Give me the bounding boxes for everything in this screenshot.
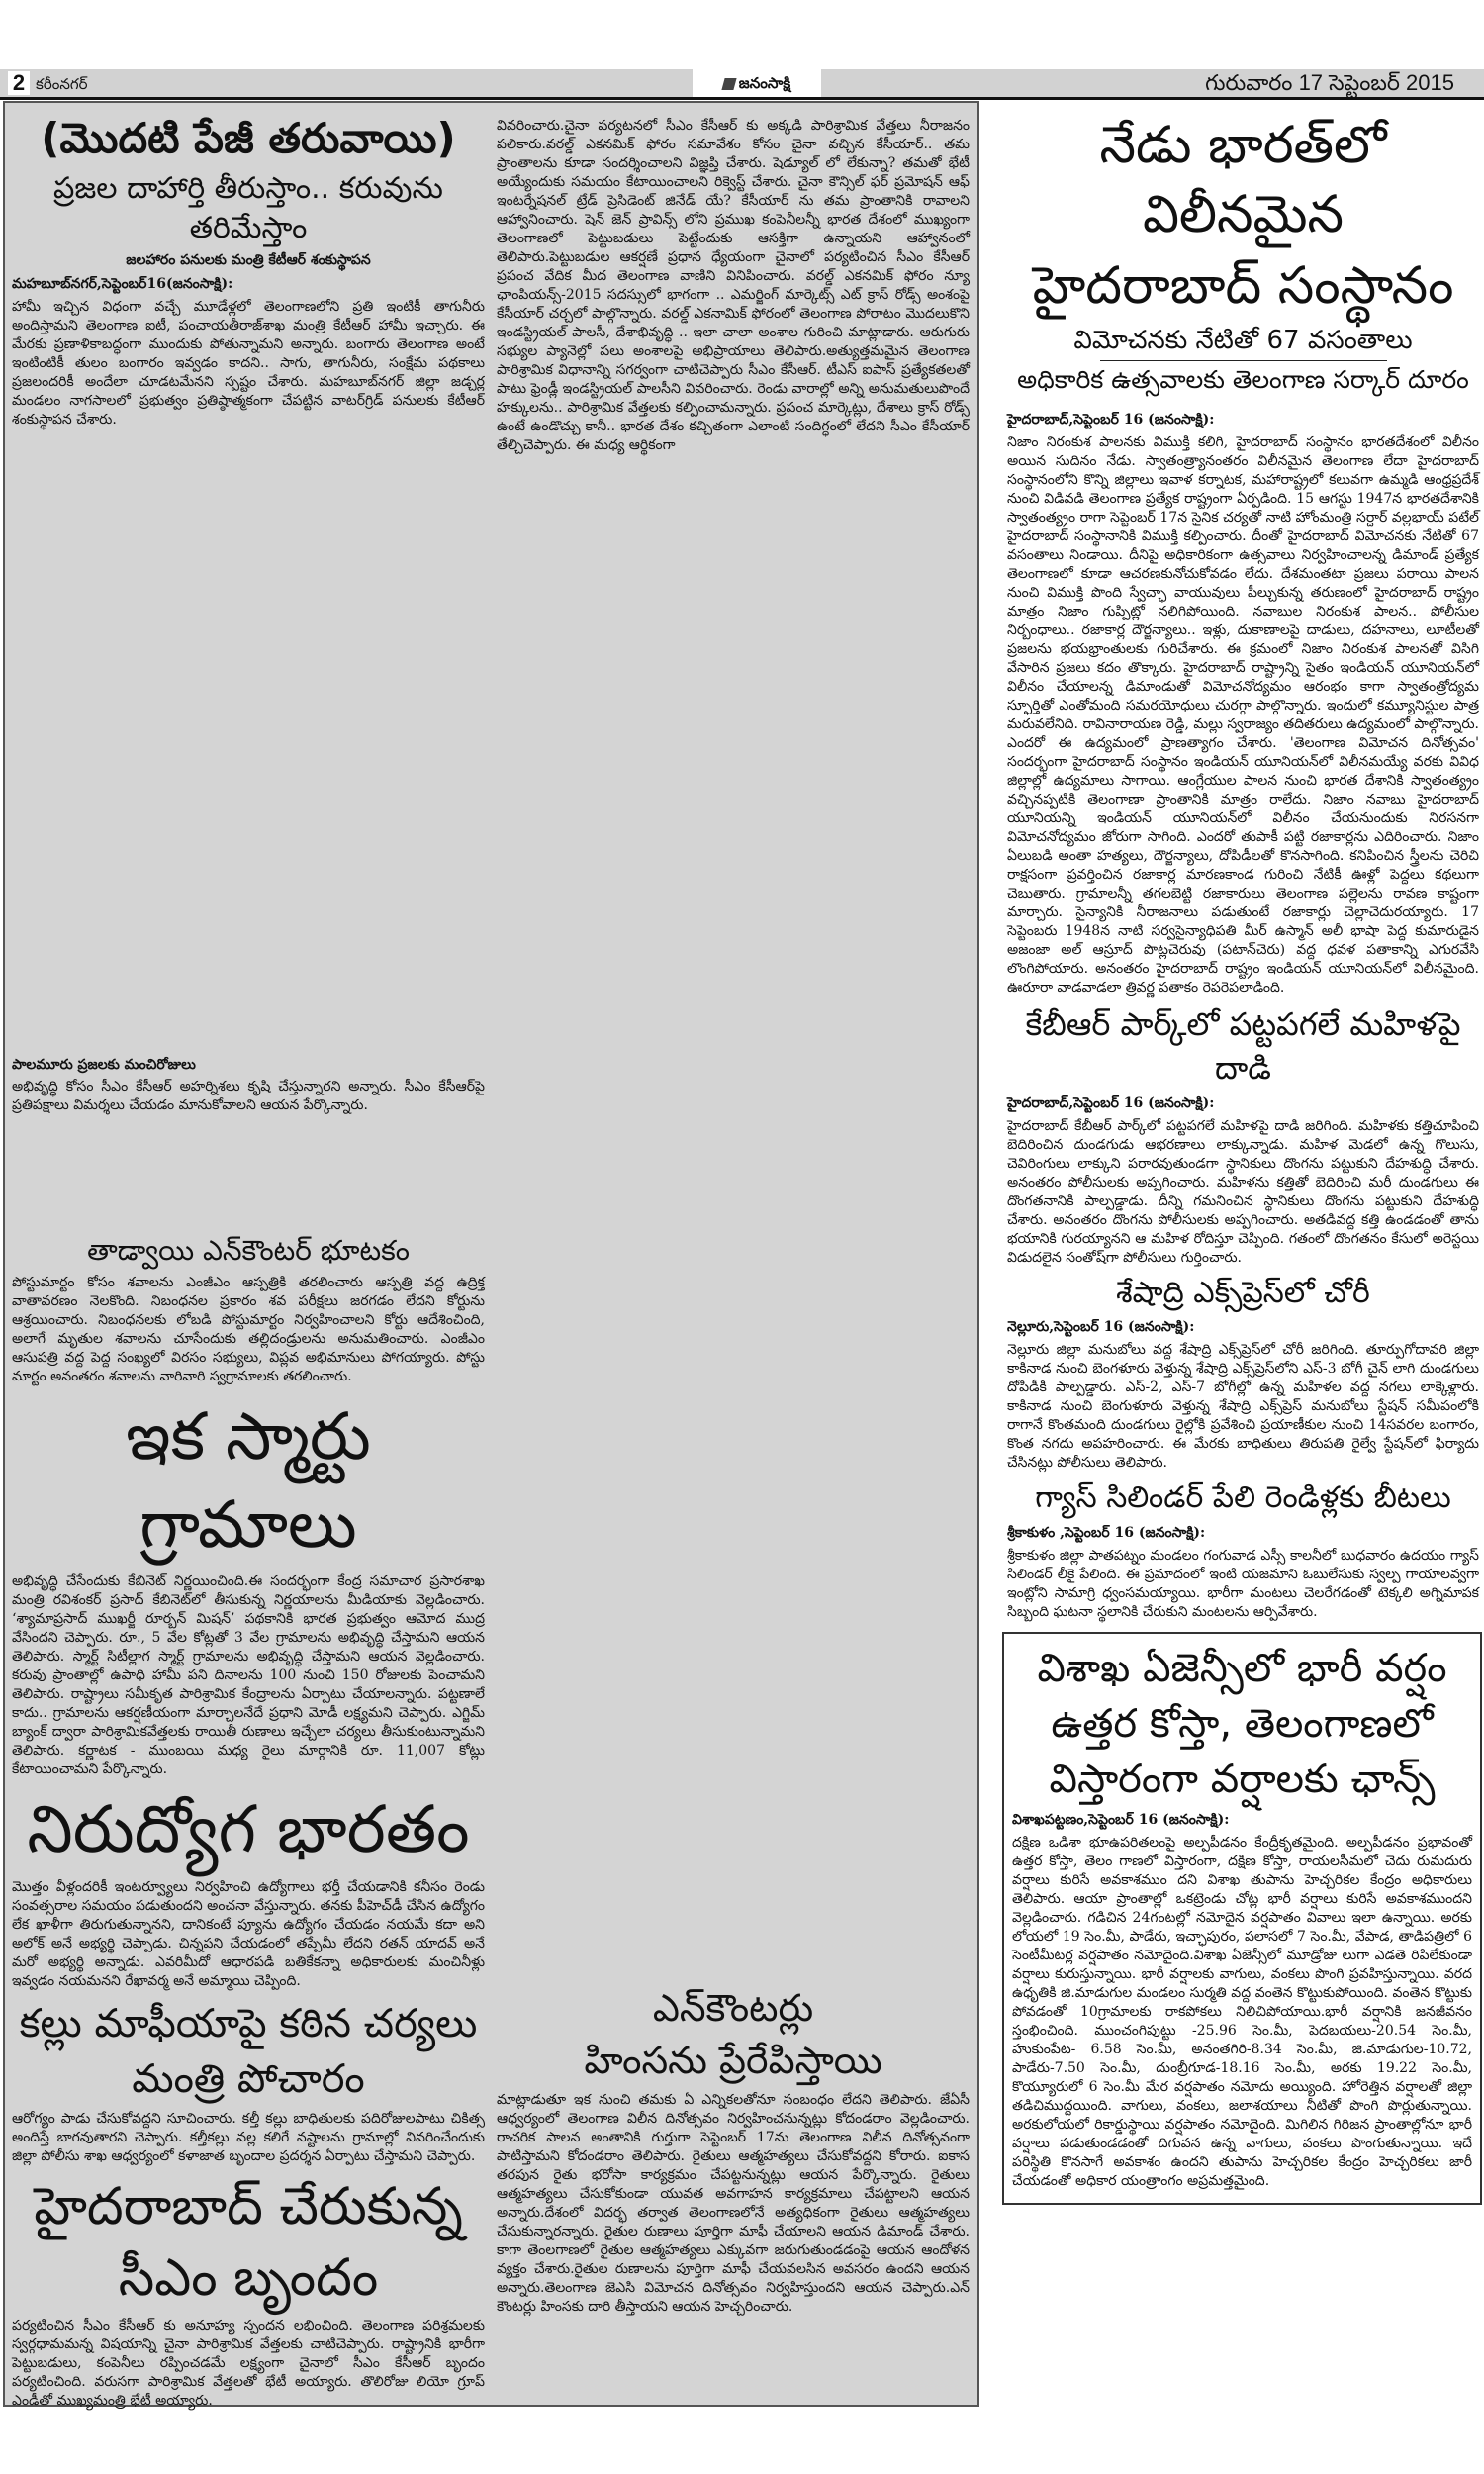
right-column — [1007, 109, 1479, 2205]
article-body: మాట్లాడుతూ ఇక నుంచి తమకు ఏ ఎన్నికలతోనూ సంబంధం లేదని తెలిపారు. జేఏసీ ఆధ్వర్యంలో తెలంగాణ విలీన దినోత్సవం నిర్వహించనున్నట్లు కోదండరాం వెల్లడించారు. రాచరిక పాలన అంతానికి గుర్తుగా సెప్టెంబర్ 17ను తెలంగాణ విలీన దినోత్సవంగా పాటిస్తామని కోదండరాం తెలిపారు. రైతులు ఆత్మహత్యలు చేసుకోవద్దని కోరారు. ఐకాస తరపున రైతు భరోసా కార్యక్రమం చేపట్టనున్నట్లు ఆయన పేర్కొన్నారు. రైతులు ఆత్మహత్యలు చేసుకోకుండా యువత అవగాహన కార్యక్రమాలు చేపట్టాలని ఆయన అన్నారు.దేశంలో విదర్భ తర్వాత తెలంగాణలోనే అత్యధికంగా రైతులు ఆత్మహత్యలు చేసుకున్నారన్నారు. రైతుల రుణాలు పూర్తిగా మాఫీ చేయాలని ఆయన డిమాండ్ చేశారు. కాగా తెంలగాణలో రైతుల ఆత్మహత్యలు ఎక్కువగా జరుగుతుండడంపై ఆయన ఆందోళన వ్యక్తం చేశారు.రైతుల రుణాలను పూర్తిగా మాఫీ చేయవలసిన అవసరం ఉందని ఆయన అన్నారు.తెలంగాణ జెఎసి విమోచన దినోత్సవం నిర్వహిస్తుందని ఆయన చెప్పారు.ఎన్ కౌంటర్లు హింసకు దారి తీస్తాయని ఆయన హెచ్చరించారు. — [497, 2091, 970, 2315]
rain-article-box — [1002, 1632, 1482, 2205]
dateline: మహబూబ్‌నగర్,సెప్టెంబర్16(జనంసాక్షి): — [12, 275, 233, 292]
headline-kallu-minister: మంత్రి పోచారం — [132, 2055, 365, 2102]
logo-mark-icon — [721, 78, 736, 90]
headline-kbr-park: కేబీఆర్ పార్క్‌లో పట్టపగలే మహిళపై దాడి — [1025, 1005, 1461, 1087]
article-body: ఆరోగ్యం పాడు చేసుకోవద్దని సూచించారు. కల్తీ కల్లు బాధితులకు పదిరోజులపాటు చికిత్స అందిస్తే బాగవుతారని చెప్పారు. కల్తీకల్లు వల్ల కలిగే నష్టాలను గ్రామాల్లో వివరించేందుకు జిల్లా పోలీసు శాఖ ఆధ్వర్యంలో కళాజాత బృందాల ప్రదర్శన ఏర్పాటు చేస్తామని చెప్పారు. — [12, 2110, 485, 2164]
headline-rain: విశాఖ ఏజెన్సీలో భారీ వర్షం — [1037, 1645, 1447, 1691]
headline-rain-line2: ఉత్తర కోస్తా, తెలంగాణలో — [1051, 1700, 1434, 1747]
subheadline-water: జలహారం పనులకు మంత్రి కేటీఆర్ శంకుస్థాపన — [126, 251, 371, 268]
headline-seshadri: శేషాద్రి ఎక్స్‌ప్రెస్‌లో చోరీ — [1116, 1275, 1370, 1310]
headline-encounters-line2: హింసను ప్రేరేపిస్తాయి — [584, 2039, 882, 2083]
article-body: హైదరాబాద్ కేబీఆర్ పార్క్‌లో పట్టపగలే మహిళపై దాడి జరిగింది. మహిళకు కత్తిచూపించి బెదిరించిన దుండగుడు ఆభరణాలు లాక్కున్నాడు. మహిళ మెడలో ఉన్న గొలుసు, చెవిరింగులు లాక్కుని పరారవుతుండగా స్థానికులు దొంగను పట్టుకుని దేహశుద్ధి చేశారు. అనంతరం పోలీసులకు అప్పగించారు. మహిళను కత్తితో బెదిరించి మరీ దుండగులు ఈ దొంగతనానికి పాల్పడ్డాడు. దీన్ని గమనించిన స్థానికులు దొంగను పట్టుకుని దేహశుద్ధి చేశారు. అనంతరం దొంగను పోలీసులకు అప్పగించారు. అతడివద్ద కత్తి ఉండడంతో తాను భయానికి గురయ్యానని ఆ మహిళ రోదిస్తూ చెప్పింది. గతంలో దొంగతనం కేసులో అరెస్టయి విడుదలైన సంతోష్‌గా పోలీసులు గుర్తించారు. — [1007, 1117, 1479, 1266]
dateline: నెల్లూరు,సెప్టెంబర్ 16 (జనంసాక్షి): — [1007, 1319, 1195, 1336]
article-body: శ్రీకాకుళం జిల్లా పాతపట్నం మండలం గంగువాడ ఎస్సీ కాలనీలో బుధవారం ఉదయం గ్యాస్ సిలిండర్ లీకై పేలింది. ఈ ప్రమాదంలో ఇంటి యజమాని ఓబులేసుకు స్వల్ప గాయాలవ్వగా ఇంట్లోని సామాగ్రి ధ్వంసమయ్యాయి. భారీగా మంటలు చెలరేగడంతో టెక్కలి అగ్నిమాపక సిబ్బంది ఘటనా స్థలానికి చేరుకుని మంటలను ఆర్పివేశారు. — [1007, 1547, 1479, 1620]
headline-cm-team: హైదరాబాద్ చేరుకున్న — [34, 2176, 463, 2236]
article-body: దక్షిణ ఒడిశా భూఉపరితలంపై అల్పపీడనం కేంద్రీకృతమైంది. అల్పపీడనం ప్రభావంతో ఉత్తర కోస్తా, తెలం గాణలో విస్తారంగా, దక్షిణ కోస్తా, రాయలసీమలో చెదు రుమదురు వర్షాలు కురిసే అవకాశముం దని విశాఖ తుపాను హెచ్చరికల కేంద్రం అధికారులు తెలిపారు. ఆయా ప్రాంతాల్లో ఒకట్రెండు చోట్ల భారీ వర్షాలు కురిసే అవకాశముందని వెల్లడించారు. గడిచిన 24గంటల్లో నమోదైన వర్షపాతం వివాలు ఇలా ఉన్నాయి. అరకు లోయలో 19 సెం.మీ, పాడేరు, ఇచ్ఛాపురం, పలాసలో 7 సెం.మీ, వేపాడ, తాడిపత్రిలో 6 సెంటీమీటర్ల వర్షపాతం నమోదైంది.విశాఖ ఏజెన్సీలో మూడ్రోజు లుగా ఎడతె రిపిలేకుండా వర్షాలు కురుస్తున్నాయి. భారీ వర్షాలకు వాగులు, వంకలు పొంగి ప్రవహిస్తున్నాయి. వరద ఉధృతికి జి.మాడుగుల మండలం సుర్మతి వద్ద వంతెన కొట్టుకుపోయింది. వంతెన కొట్టుకు పోవడంతో 10గ్రామాలకు రాకపోకలు నిలిచిపోయాయి.భారీ వర్షానికి జనజీవనం స్తంభించింది. ముంచంగిపుట్టు -25.96 సెం.మీ, పెదబయలు-20.54 సెం.మీ, హుకుంపేట- 6.58 సెం.మీ, అనంతగిరి-8.34 సెం.మీ, జి.మాడుగుల-10.72, పాడేరు-7.50 సెం.మీ, దుంబ్రీగూడ-18.16 సెం.మీ, అరకు 19.22 సెం.మీ, కొయ్యూరులో 6 సెం.మీ మేర వర్షపాతం నమోదు అయ్యింది. హోరెత్తిన వర్షాలతో జిల్లా తడిచిముద్దయింది. వాగులు, వంకలు, జలాశయాలు నీటితో పొంగి పొర్లుతున్నాయి. అరకులోయలో రికార్డుస్థాయి వర్షపాతం నమోదైంది. మిగిలిన గిరిజన ప్రాంతాల్లోనూ భారీ వర్షాలు పడుతుండడంతో దిగువన ఉన్న వాగులు, వంకలు పొంగుతున్నాయి. ఇదే పరిస్థితి కొనసాగే అవకాశం ఉందని తుపాను హెచ్చరికల కేంద్రం హెచ్చరికలు జారీ చేయడంతో అధికార యంత్రాంగం అప్రమత్తమైంది. — [1012, 1834, 1472, 2189]
headline-kallu: కల్లు మాఫీయాపై కఠిన చర్యలు — [19, 2000, 478, 2046]
headline-unemployment: నిరుద్యోగ భారతం — [27, 1791, 470, 1868]
article-body: నిజాం నిరంకుశ పాలనకు విముక్తి కలిగి, హైదరాబాద్ సంస్థానం భారతదేశంలో విలీనం అయిన సుదినం నేడు. స్వాతంత్ర్యానంతరం విలీనమైన తెలంగాణ లేదా హైదరాబాద్ సంస్థానంలోని కొన్ని జిల్లాలు ఇవాళ కర్నాటక, మహారాష్ట్రలో కలువగా ఉమ్మడి ఆంధ్రప్రదేశ్ నుంచి విడివడి తెలంగాణ ప్రత్యేక రాష్ట్రంగా ఏర్పడింది. 15 ఆగస్టు 1947న భారతదేశానికి స్వాతంత్య్రం రాగా సెప్టెంబర్ 17న సైనిక చర్యతో నాటి హోంమంత్రి సర్దార్ వల్లభాయ్ పటేల్ హైదరాబాద్ సంస్థానానికి విముక్తి కల్పించారు. దీంతో హైదరాబాద్ విమోచనకు నేటితో 67 వసంతాలు నిండాయి. దీనిపై అధికారికంగా ఉత్సవాలు నిర్వహించాలన్న డిమాండ్ ప్రత్యేక తెలంగాణలో కూడా ఆచరణకునోచుకోవడం లేదు. దేశమంతటా ప్రజలు పరాయి పాలన నుంచి విముక్తి పొంది స్వేచ్ఛా వాయువులు పీల్చుకున్న తరుణంలో హైదరాబాద్ రాష్ట్రం మాత్రం నిజాం గుప్పిట్లో నలిగిపోయింది. నవాబుల నిరంకుశ పాలన.. పోలీసుల నిర్బంధాలు.. రజాకార్ల దౌర్జన్యాలు.. ఇళ్లు, దుకాణాలపై దాడులు, దహనాలు, లూటీలతో ప్రజలను భయభ్రాంతులకు గురిచేశారు. ఈ క్రమంలో నిజాం నిరంకుశ పాలనతో విసిగి వేసారిన ప్రజలు కదం తొక్కారు. హైదరాబాద్ రాష్ట్రాన్ని సైతం ఇండియన్ యూనియన్‌లో విలీనం చేయాలన్న డిమాండుతో విమోచనోద్యమం ఆరంభం కాగా స్వాతంత్రోద్యమ స్ఫూర్తితో ఎంతోమంది సమరయోధులు చురగ్గా పాల్గొన్నారు. ఇందులో కమ్యూనిస్టుల పాత్ర మరువలేనిది. రావినారాయణ రెడ్డి, మల్లు స్వరాజ్యం తదితరులు ఉద్యమంలో పాల్గొన్నారు. ఎందరో ఈ ఉద్యమంలో ప్రాణత్యాగం చేశారు. 'తెలంగాణ విమోచన దినోత్సవం' సందర్భంగా హైదరాబాద్ సంస్థానం ఇండియన్ యూనియన్‌లో విలీనమయ్యే వరకు వివిధ జిల్లాల్లో ఉద్యమాలు సాగాయి. ఆంగ్లేయుల పాలన నుంచి భారత దేశానికి స్వాతంత్య్రం వచ్చినప్పటికి తెలంగాణా ప్రాంతానికి మాత్రం రాలేదు. నిజాం నవాబు హైదరాబాద్ యూనియన్ని ఇండియన్ యూనియన్‌లో విలీనం చేయనుందుకు నిరసనగా విమోచనోద్యమం జోరుగా సాగింది. ఎందరో తుపాకీ పట్టి రజాకార్లను ఎదిరించారు. నిజాం ఏలుబడి అంతా హత్యలు, దౌర్జన్యాలు, దోపిడీలతో కొనసాగింది. కనిపించిన స్త్రీలను చెరిచి రాక్షసంగా ప్రవర్తించిన రజాకార్ల మారణకాండ గురించి నేటికీ ఊళ్లో పెద్దలు కథలుగా చెబుతారు. గ్రామాలన్నీ తగలబెట్టి రజాకారులు తెలంగాణ పల్లెలను రావణ కాష్టంగా మార్చారు. సైన్యానికి నీరాజనాలు పడుతుంటే రజాకార్లు చెల్లాచెదురయ్యారు. 17 సెప్టెంబరు 1948న నాటి సర్వసైన్యాధిపతి మీర్ ఉస్మాన్ అలీ భాషా పెద్ద కుమారుడైన అజంజా అల్ ఆస్రూద్ పొట్లచెరువు (పటాన్‌చెరు) వద్ద ధవళ పతాకాన్ని ఎగురవేసి లొంగిపోయారు. అనంతరం హైదరాబాద్ రాష్ట్రం ఇండియన్ యూనియన్‌లో విలీనమైంది. ఊరూరా వాడవాడలా త్రివర్ణ పతాకం రెపరెపలాడింది. — [1007, 434, 1479, 997]
dateline: శ్రీకాకుళం ,సెప్టెంబర్ 16 (జనంసాక్షి): — [1007, 1524, 1206, 1541]
article-body — [12, 298, 485, 1050]
dateline: హైదరాబాద్,సెప్టెంబర్ 16 (జనంసాక్షి): — [1007, 412, 1215, 428]
page-number: 2 — [8, 71, 30, 95]
article-body: వివరించారు.చైనా పర్యటనలో సీఎం కేసీఆర్ కు అక్కడి పారిశ్రామిక వేత్తలు నీరాజనం పలికారు.వరల్డ్ ఎకనమిక్ ఫోరం సమావేశం కోసం చైనా వచ్చిన కేసీయార్.. తమ ప్రాంతాలను కూడా సందర్శించాలని విజ్ఞప్తి చేశారు. షెడ్యూల్ లో లేకున్నా? తమతో భేటీ అయ్యేందుకు సమయం కేటాయించాలని రిక్వెస్ట్ చేశారు. చైనా కౌన్సిల్ ఫర్ ప్రమోషన్ ఆఫ్ ఇంటర్నేషనల్ ట్రేడ్ ప్రెసిడెంట్ జినేడ్ యే? కేసీయార్ ను తమ ప్రాంతానికి రావాలని ఆహ్వానించారు. షెన్ జెన్ ప్రావిన్స్ లోని ప్రముఖ కంపెనీలన్నీ భారత దేశంలో ముఖ్యంగా తెలంగాణలో పెట్టుబడులు పెట్టేందుకు ఆసక్తిగా ఉన్నాయని ఆహ్వానంలో తెలిపారు.పెట్టుబడుల ఆకర్షణే ప్రధాన ధ్యేయంగా చైనాలో పర్యటించిన సీఎం కేసీఆర్ ప్రపంచ వేదిక మీద తెలంగాణ వాణిని వినిపించారు. వరల్డ్ ఎకనమిక్ ఫోరం న్యూ ఛాంపియన్స్-2015 సదస్సులో భాగంగా .. ఎమర్జింగ్ మార్కెట్స్ ఎట్ క్రాస్ రోడ్స్ అంశంపై కేసీయార్ చర్చలో పాల్గొన్నారు. వరల్డ్ ఎకనామిక్ ఫోరంలో తెలంగాణ పోరాటం మొదలుకొని ఇండస్ట్రియల్ పాలసీ, దేశాభివృద్ధి .. ఇలా చాలా అంశాల గురించి మాట్లాడారు. ఆరుగురు సభ్యుల ప్యానెల్లో పలు అంశాలపై అభిప్రాయాలు తెలిపారు.అత్యుత్తమమైన తెలంగాణ పారిశ్రామిక విధానాన్ని సగర్వంగా చాటిచెప్పారు సీఎం కేసీఆర్. టీఎస్ ఐపాస్ ప్రత్యేకతలతో పాటు ఫ్రెండ్లీ ఇండస్ట్రియల్ పాలసీని వివరించారు. రెండు వారాల్లో అన్ని అనుమతులుపొందే హక్కులను.. పారిశ్రామిక వేత్తలకు కల్పించామన్నారు. ప్రపంచ మార్కెట్లు, దేశాలు క్రాస్ రోడ్స్ ఉంటే ఉండొచ్చు కానీ.. భారత దేశం కచ్చితంగా ఎలాంటి సందిగ్ధంలో లేదని సీఎం కేసీయార్ తేల్చిచెప్పారు. ఈ మధ్య ఆర్థికంగా — [497, 118, 970, 453]
lead-headline-line2: హైదరాబాద్ సంస్థానం — [1032, 256, 1454, 317]
middle-column — [497, 109, 970, 2323]
dateline: విశాఖపట్టణం,సెప్టెంబర్ 16 (జనంసాక్షి): — [1012, 1811, 1230, 1828]
logo-text: జనంసాక్షి — [738, 74, 791, 92]
lead-subheadline-2: అధికారిక ఉత్సవాలకు తెలంగాణ సర్కార్ దూరం — [1017, 364, 1469, 394]
paragraph: అభివృద్ధి కోసం సీఎం కేసీఆర్ అహర్నిశలు కృషి చేస్తున్నారని అన్నారు. సీఎం కేసీఆర్‌పై ప్రతిపక్షాలు విమర్శలు చేయడం మానుకోవాలని ఆయన పేర్కొన్నారు. — [12, 1079, 485, 1114]
paragraph: హామీ ఇచ్చిన విధంగా వచ్చే మూడేళ్లలో తెలంగాణలోని ప్రతి ఇంటికీ తాగునీరు అందిస్తామని తెలంగాణ ఐటీ, పంచాయతీరాజ్‌శాఖ మంత్రి కేటీఆర్ హామీ ఇచ్చారు. ఈ మేరకు ప్రణాళికాబద్ధంగా ముందుకు పోతున్నామని అన్నారు. బంగారు తెలంగాణ అంటే ఇంటింటికీ తులం బంగారం ఇవ్వడం కాదని.. సాగు, తాగునీరు, సంక్షేమ పథకాలు ప్రజలందరికీ అందేలా చూడటమేనని స్పష్టం చేశారు. మహబూబ్‌నగర్ జిల్లా జడ్చర్ల మండలం నాగసాలలో ప్రభుత్వం ప్రతిష్ఠాత్మకంగా చేపట్టిన వాటర్‌గ్రిడ్ పనులకు కేటీఆర్ శంకుస్థాపన చేశారు. — [12, 298, 485, 428]
article-body — [12, 1078, 485, 1226]
article-body: నెల్లూరు జిల్లా మనుబోలు వద్ద శేషాద్రి ఎక్స్‌ప్రెస్‌లో చోరీ జరిగింది. తూర్పుగోదావరి జిల్లా కాకినాడ నుంచి బెంగళూరు వెళ్తున్న శేషాద్రి ఎక్స్‌ప్రెస్‌లోని ఎస్-3 బోగీ చైన్ లాగి దుండగులు దోపిడీకి పాల్పడ్డారు. ఎస్-2, ఎస్-7 బోగీల్లో ఉన్న మహిళల వద్ద నగలు లాక్కెళ్లారు. కాకినాడ నుంచి బెంగుళూరు వెళ్తున్న శేషాద్రి ఎక్స్‌ప్రెస్ మనుబోలు స్టేషన్ సమీపంలోకి రాగానే కొంతమంది దుండగులు రైల్లోకి ప్రవేశించి ప్రయాణీకుల నుంచి 14సవరల బంగారం, కొంత నగదు అపహరించారు. ఈ మేరకు బాధితులు తిరుపతి రైల్వే స్టేషన్‌లో ఫిర్యాదు చేసినట్లు పోలీసులు తెలిపారు. — [1007, 1342, 1479, 1472]
headline-smart-villages: ఇక స్మార్టు గ్రామాలు — [126, 1398, 371, 1564]
section-name: కరీంనగర్ — [36, 75, 88, 93]
dateline: హైదరాబాద్,సెప్టెంబర్ 16 (జనంసాక్షి): — [1007, 1094, 1215, 1111]
headline-tadvai: తాడ్వాయి ఎన్‌కౌంటర్ భూటకం — [87, 1234, 410, 1268]
divider — [1100, 360, 1387, 361]
lead-subheadline: విమోచనకు నేటితో 67 వసంతాలు — [1073, 325, 1413, 355]
article-body: మొత్తం వీళ్లందరికీ ఇంటర్వ్యూలు నిర్వహించి ఉద్యోగాలు భర్తీ చేయడానికి కనీసం రెండు సంవత్సరాల సమయం పడుతుందని అంచనా వేస్తున్నారు. తనకు పీహెచ్‌డీ చేసిన ఉద్యోగం లేక ఖాళీగా తిరుగుతున్నానని, దానికంటే ప్యూను ఉద్యోగం చేయడం నయమే కదా అని అలోక్ అనే అభ్యర్థి చెప్పాడు. చిన్నపని చేయడంలో తప్పేమీ లేదని రతన్ యాదవ్ అనే మరో అభ్యర్థి అన్నాడు. ఎవరిమీదో ఆధారపడి బతికేకన్నా అధికారులకు మంచినీళ్లు ఇవ్వడం నయమనని రేఖావర్మ అనే అమ్మాయి చెప్పింది. — [12, 1878, 485, 1989]
headline-water: ప్రజల దాహార్తి తీరుస్తాం.. కరువును తరిమేస్తాం — [53, 170, 443, 246]
issue-date: గురువారం 17 సెప్టెంబర్ 2015 — [1205, 70, 1454, 95]
article-body: పర్యటించిన సీఎం కేసీఆర్ కు అనూహ్య స్పందన లభించింది. తెలంగాణ పరిశ్రమలకు స్వర్గధామమన్న విషయాన్ని చైనా పారిశ్రామిక వేత్తలకు చాటిచెప్పారు. రాష్ట్రానికి భారీగా పెట్టుబడులు, కంపెనీలు రప్పించడమే లక్ష్యంగా చైనాలో సీఎం కేసీఆర్ బృందం పర్యటించింది. వరుసగా పారిశ్రామిక వేత్తలతో భేటీ అయ్యారు. తొలిరోజు లియో గ్రూప్ ఎండీతో ముఖ్యమంత్రి భేటీ అయ్యారు. — [12, 2317, 485, 2409]
headline-encounters: ఎన్‌కౌంటర్లు — [652, 1986, 814, 2030]
article-subhead: పాలమూరు ప్రజలకు మంచిరోజులు — [12, 1056, 196, 1073]
article-body: అభివృద్ధి చేసేందుకు కేబినెట్ నిర్ణయించింది.ఈ సందర్భంగా కేంద్ర సమాచార ప్రసారశాఖ మంత్రి రవిశంకర్ ప్రసాద్ కేబినెట్‌లో తీసుకున్న నిర్ణయాలను మీడియాకు వెల్లడించారు. ‘శ్యామాప్రసాద్ ముఖర్జీ రూర్బన్ మిషన్’ పథకానికి భారత ప్రభుత్వం ఆమోద ముద్ర వేసిందని చెప్పారు. రూ., 5 వేల కోట్లతో 3 వేల గ్రామాలను అభివృద్ధి చేస్తామని ఆయన తెలిపారు. స్మార్ట్ సిటీల్లాగ స్మార్ట్ గ్రామాలను అభివృద్ధి చేస్తామని ఆయన వెల్లడించారు. కరువు ప్రాంతాల్లో ఉపాధి హామీ పని దినాలను 100 నుంచి 150 రోజులకు పెంచామని తెలిపారు. రాష్ట్రాలు సమీకృత పారిశ్రామిక కేంద్రాలను ఏర్పాటు చేయాలన్నారు. పట్టణాలే కాదు.. గ్రామాలను ఆకర్షణీయంగా మార్చాలనేదే ప్రధాని మోడీ లక్ష్యమని చెప్పారు. ఎగ్జిమ్ బ్యాంక్ ద్వారా పారిశ్రామికవేత్తలకు రాయితీ రుణాలు ఇచ్చేలా చర్యలు తీసుకుంటున్నామని తెలిపారు. కర్ణాటక - ముంబయి మధ్య రైలు మార్గానికి రూ. 11,007 కోట్లు కేటాయించామని పేర్కొన్నారు. — [12, 1573, 485, 1778]
headline-cm-team-line2: సీఎం బృందం — [118, 2247, 379, 2308]
article-body: పోస్టుమార్టం కోసం శవాలను ఎంజీఎం ఆస్పత్రికి తరలించారు ఆస్పత్రి వద్ద ఉద్రిక్త వాతావరణం నెలకొంది. నిబంధనల ప్రకారం శవ పరీక్షలు జరగడం లేదని కోర్టును ఆశ్రయించారు. నిబంధనలకు లోబడి పోస్టుమార్టం నిర్వహించాలని కోర్టు ఆదేశించింది, అలాగే మృతుల శవాలను చూసేందుకు తల్లిదండ్రులను అనుమతించారు. ఎంజీఎం ఆసుపత్రి వద్ద పెద్ద సంఖ్యలో విరసం సభ్యులు, విప్లవ అభిమానులు పోగయ్యారు. పోస్టు మార్టం అనంతరం శవాలను వారివారి స్వగ్రామాలకు తరలించారు. — [12, 1275, 485, 1385]
headline-rain-line3: విస్తారంగా వర్షాలకు ఛాన్స్ — [1049, 1756, 1436, 1802]
masthead-logo — [693, 69, 821, 97]
continued-kicker: (మొదటి పేజీ తరువాయి) — [41, 114, 456, 162]
lead-headline: నేడు భారత్‌లో విలీనమైన — [1099, 116, 1387, 245]
left-column — [12, 109, 485, 2417]
headline-gas-cylinder: గ్యాస్ సిలిండర్ పేలి రెండిళ్లకు బీటలు — [1035, 1480, 1451, 1516]
